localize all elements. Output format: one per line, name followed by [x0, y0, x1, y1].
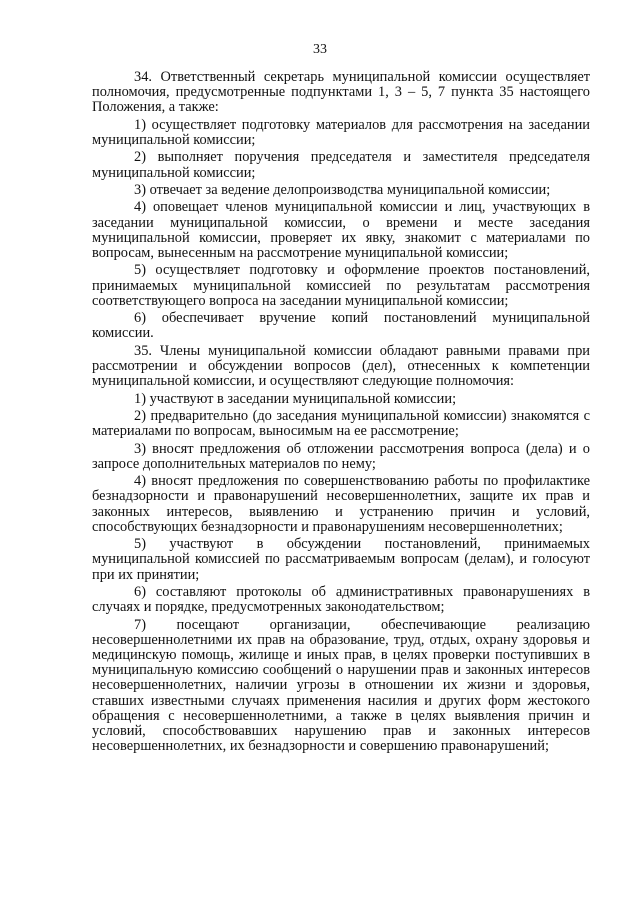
paragraph-35-intro: 35. Члены муниципальной комиссии обладают равными правами при рассмотрении и обсуждении вопросов (дел), отнесенных к компетенции муниципальной комиссии, и осуществляют следующие полномочия:	[92, 342, 590, 390]
paragraph-34-item-2: 2) выполняет поручения председателя и заместителя председателя муниципальной комиссии;	[92, 149, 590, 181]
paragraph-35-item-4: 4) вносят предложения по совершенствованию работы по профилактике безнадзорности и правонарушений несовершеннолетних, защите их прав и законных интересов, выявлению и устранению причин и условий, способствующих безнадзорности и правонарушениям несовершеннолетних;	[92, 473, 590, 535]
paragraph-34-item-4: 4) оповещает членов муниципальной комиссии и лиц, участвующих в заседании муниципальной комиссии, о времени и месте заседания муниципальной комиссии, проверяет их явку, знакомит с материалами по вопросам, вынесенным на рассмотрение муниципальной комиссии;	[92, 199, 590, 261]
paragraph-35-item-2: 2) предварительно (до заседания муниципальной комиссии) знакомятся с материалами по вопросам, выносимым на ее рассмотрение;	[92, 407, 590, 440]
paragraph-34-item-6: 6) обеспечивает вручение копий постановлений муниципальной комиссии.	[92, 310, 590, 342]
document-body	[92, 70, 590, 757]
paragraph-35-item-7: 7) посещают организации, обеспечивающие реализацию несовершеннолетними их прав на образование, труд, отдых, охрану здоровья и медицинскую помощь, жилище и иных прав, в целях проверки поступивших в муниципальную комиссию сообщений о нарушении прав и законных интересов несовершеннолетних, наличии угрозы в отношении их жизни и здоровья, ставших известными случаях применения насилия и других форм жестокого обращения с несовершеннолетними, а также в целях выявления причин и условий, способствовавших нарушению прав и законных интересов несовершеннолетних, их безнадзорности и совершению правонарушений;	[92, 616, 590, 755]
paragraph-34-item-5: 5) осуществляет подготовку и оформление проектов постановлений, принимаемых муниципальной комиссией по результатам рассмотрения соответствующего вопроса на заседании муниципальной комиссии;	[92, 262, 590, 309]
paragraph-34-item-1: 1) осуществляет подготовку материалов для рассмотрения на заседании муниципальной комиссии;	[92, 116, 590, 148]
paragraph-35-item-3: 3) вносят предложения об отложении рассмотрения вопроса (дела) и о запросе дополнительных материалов по нему;	[92, 440, 590, 472]
paragraph-35-item-1: 1) участвуют в заседании муниципальной комиссии;	[134, 390, 457, 407]
paragraph-35-item-6: 6) составляют протоколы об административных правонарушениях в случаях и порядке, предусмотренных законодательством;	[92, 583, 590, 616]
page-number: 33	[313, 42, 327, 57]
paragraph-35-item-5: 5) участвуют в обсуждении постановлений, принимаемых муниципальной комиссией по рассматриваемым вопросам (делам), и голосуют при их принятии;	[92, 536, 590, 583]
paragraph-34-intro: 34. Ответственный секретарь муниципальной комиссии осуществляет полномочия, предусмотренные подпунктами 1, 3 – 5, 7 пункта 35 настоящего Положения, а также:	[92, 69, 590, 116]
paragraph-34-item-3: 3) отвечает за ведение делопроизводства муниципальной комиссии;	[134, 181, 551, 198]
